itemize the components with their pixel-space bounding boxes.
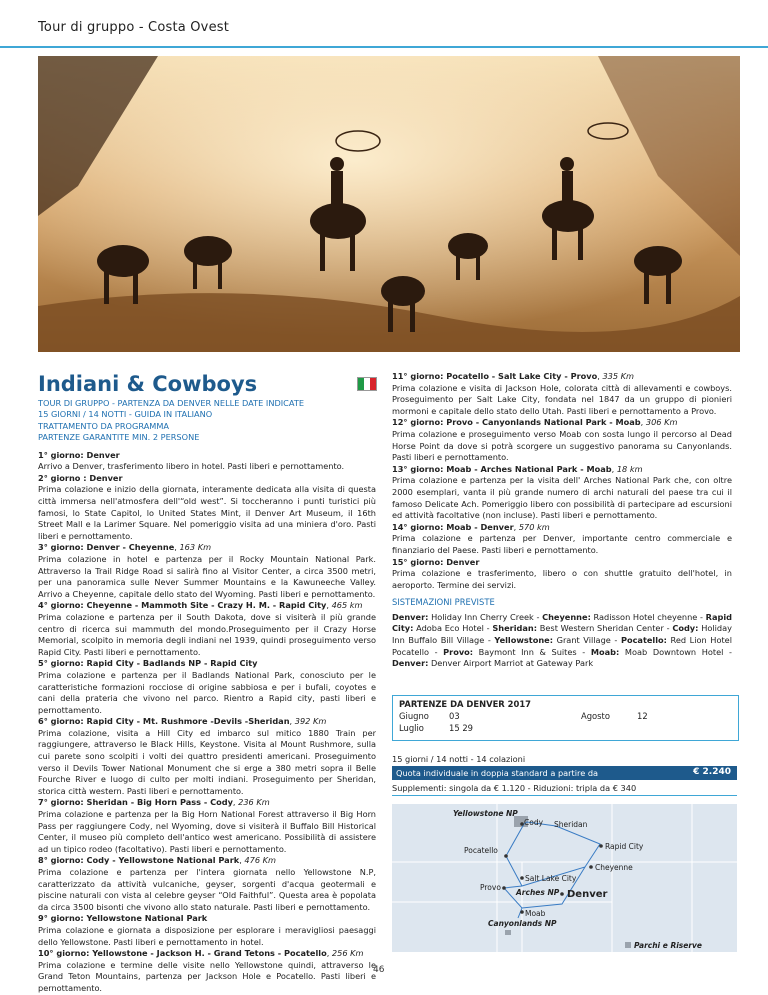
map-label-salt-lake: Salt Lake City: [525, 874, 577, 883]
tour-subtitle: [38, 398, 376, 444]
accommodation-city: Denver:: [392, 658, 429, 669]
legend-swatch: [625, 942, 631, 948]
day-description: Prima colazione e partenza per Denver, importante centro commerciale e finanziario del Paese. Pasti liberi e pernottamento.: [392, 533, 732, 555]
day-description: Arrivo a Denver, trasferimento libero in hotel. Pasti liberi e pernottamento.: [38, 461, 345, 472]
itinerary-day: [392, 557, 732, 592]
departure-days: 03: [449, 711, 460, 721]
subtitle-line: TRATTAMENTO DA PROGRAMMA: [38, 420, 170, 431]
accommodation-hotel: Moab Downtown Hotel: [624, 646, 724, 657]
accommodation-city: Moab:: [590, 646, 620, 657]
map-label-pocatello: Pocatello: [464, 846, 498, 855]
accommodation-hotel: Radisson Hotel cheyenne: [593, 611, 698, 622]
day-distance: 163 Km: [179, 542, 212, 553]
city-dot-salt-lake: [520, 876, 524, 880]
departure-month: Luglio: [399, 723, 424, 733]
map-label-cheyenne: Cheyenne: [595, 863, 633, 872]
accommodation-city: Yellowstone:: [494, 635, 553, 646]
header-divider: [0, 46, 768, 48]
page-number: 46: [373, 965, 385, 975]
day-heading: 9° giorno: Yellowstone National Park: [38, 913, 208, 924]
departure-days: 12: [637, 711, 648, 721]
supplements-text: Supplementi: singola da € 1.120 - Riduzioni: tripla da € 340: [392, 783, 737, 796]
day-distance: 256 Km: [331, 948, 364, 959]
accommodation-city: Sheridan:: [492, 623, 538, 634]
day-heading: 3° giorno: Denver - Cheyenne: [38, 542, 175, 553]
subtitle-line: PARTENZE GARANTITE MIN. 2 PERSONE: [38, 432, 200, 443]
itinerary-day: 8° giorno: Cody - Yellowstone National Park, 476 Km Prima colazione e partenza per l'intera giornata nello Yellowstone N.P, caratterizzato da attività vulcaniche, geyser, sorgenti d'acqua geotermali e piscine naturali con vista al celebre geyser “Old Faithful”. Questa area è popolata da circa 3500 bisonti che vivono allo stato naturale. Pasti liberi e pernottamento.: [38, 855, 376, 912]
departure-month: Agosto: [581, 711, 610, 721]
itinerary-day: [38, 658, 376, 716]
itinerary-days-right: [392, 371, 732, 591]
city-dot-denver: [560, 892, 564, 896]
itinerary-right-column: [392, 371, 732, 670]
city-dot-provo: [502, 886, 506, 890]
accommodation-hotel: Baymont Inn & Suites: [478, 646, 577, 657]
day-heading: 10° giorno: Yellowstone - Jackson H. - Grand Tetons - Pocatello: [38, 948, 327, 959]
price-label: Quota individuale in doppia standard a partire da: [396, 768, 599, 778]
day-heading: 11° giorno: Pocatello - Salt Lake City - Provo: [392, 371, 598, 381]
itinerary-left-column: [38, 398, 376, 995]
departures-title: PARTENZE DA DENVER 2017: [399, 699, 531, 709]
map-label-canyonlands: Canyonlands NP: [488, 919, 557, 928]
day-heading: 8° giorno: Cody - Yellowstone National Park: [38, 855, 240, 866]
tour-title: Indiani & Cowboys: [38, 372, 258, 396]
itinerary-day: 4° giorno: Cheyenne - Mammoth Site - Crazy H. M. - Rapid City, 465 km Prima colazione e partenza per il South Dakota, dove si visiterà il più grande centro di ricerca sui mammuth del mondo.Proseguimento per il Crazy Horse Memorial, scolpito in memoria degli indiani nel 1939, quindi proseguimento verso Rapid City. Pasti liberi e pernottamento.: [38, 600, 376, 657]
day-heading: 1° giorno: Denver: [38, 449, 120, 460]
accommodation-city: Denver:: [392, 611, 429, 622]
day-heading: 2° giorno : Denver: [38, 472, 123, 483]
route-map: [392, 804, 737, 952]
day-heading: 14° giorno: Moab - Denver: [392, 521, 514, 532]
day-heading: 6° giorno: Rapid City - Mt. Rushmore -Devils -Sheridan: [38, 716, 290, 727]
day-heading: 4° giorno: Cheyenne - Mammoth Site - Crazy H. M. - Rapid City: [38, 600, 327, 611]
day-description: Prima colazione e trasferimento, libero o con shuttle gratuito dell'hotel, in aeroporto. Termine dei servizi.: [392, 568, 732, 590]
accommodation-hotel: Adoba Eco Hotel: [416, 623, 484, 634]
park-canyonlands: [505, 930, 511, 935]
map-label-provo: Provo: [480, 883, 501, 892]
day-description: Prima colazione, visita a Hill City ed imbarco sul mitico 1880 Train per raggiungere, attraverso le Black Hills, Keystone. Visita al Mount Rushmore, sulla cui parete sono scolpiti i volti dei quattro presidenti americani. Proseguimento verso il Devils Tower National Monument che si erge a 380 metri sopra il Belle Fourche River e luogo di culto per molti indiani. Proseguimento per Sheridan, storica città western. Pasti liberi e pernottamento.: [38, 727, 376, 796]
day-description: Prima colazione e partenza per la Big Horn National Forest attraverso il Big Horn Pass per raggiungere Cody, nel Wyoming, dove si visiterà il Buffalo Bill Historical Center, il museo più completo dell'antico west americano. Possibilità di assistere ad un tipico rodeo (facoltativo). Pasti liberi e pernottamento.: [38, 809, 376, 854]
subtitle-line: TOUR DI GRUPPO - PARTENZA DA DENVER NELLE DATE INDICATE: [38, 398, 305, 408]
accommodations-list: Denver: Holiday Inn Cherry Creek - Cheyenne: Radisson Hotel cheyenne - Rapid City: Adoba Eco Hotel - Sheridan: Best Western Sheridan Center - Cody: Holiday Inn Buffalo Bill Village - Yellowstone: Grant Village - Pocatello: Red Lion Hotel Pocatello - Provo: Baymont Inn & Suites - Moab: Moab Downtown Hotel - Denver: Denver Airport Marriot at Gateway Park: [392, 611, 732, 669]
day-description: Prima colazione e partenza per la visita dell' Arches National Park che, con oltre 2000 esemplari, vanta il più grande numero di archi naturali del paese tra cui il famoso Delicate Ach. Pomeriggio libero con possibilità di partecipare ad escursioni ed attività facoltative (non incluse). Pasti liberi e pernottamento.: [392, 475, 732, 521]
map-label-sheridan: Sheridan: [554, 820, 588, 829]
day-distance: 570 km: [518, 521, 550, 532]
day-heading: 13° giorno: Moab - Arches National Park - Moab: [392, 463, 612, 474]
day-distance: 306 Km: [645, 417, 678, 428]
itinerary-day: 12° giorno: Provo - Canyonlands National Park - Moab, 306 Km Prima colazione e proseguimento verso Moab con sosta lungo il percorso al Dead Horse Point da dove si potrà scorgere un suggestivo panorama su Canyonlands. Pasti liberi e pernottamento.: [392, 417, 732, 463]
italian-flag-icon: [357, 377, 377, 391]
accommodations-title: SISTEMAZIONI PREVISTE: [392, 597, 495, 608]
day-distance: 392 Km: [294, 716, 327, 727]
map-label-rapid-city: Rapid City: [605, 842, 644, 851]
day-description: Prima colazione e inizio della giornata, interamente dedicata alla visita di questa città immersa nell'atmosfera dell'“old west”. Si toccheranno i punti turistici più famosi, lo State Capitol, lo United States Mint, il Denver Art Museum, il 16th Street Mall e la Larimer Square. Nel pomeriggio visita ad una miniera d'oro. Pasti liberi e pernottamento.: [38, 484, 376, 541]
accommodation-city: Cody:: [672, 623, 699, 634]
departure-month: Giugno: [399, 711, 429, 721]
tour-duration: 15 giorni / 14 notti - 14 colazioni: [392, 754, 526, 764]
accommodation-hotel: Denver Airport Marriot at Gateway Park: [431, 658, 594, 669]
price-value: € 2.240: [693, 767, 731, 777]
day-distance: 465 km: [331, 600, 363, 611]
itinerary-day: 13° giorno: Moab - Arches National Park - Moab, 18 km Prima colazione e partenza per la visita dell' Arches National Park che, con oltre 2000 esemplari, vanta il più grande numero di archi naturali del paese tra cui il famoso Delicate Ach. Pomeriggio libero con possibilità di partecipare ad escursioni ed attività facoltative (non incluse). Pasti liberi e pernottamento.: [392, 463, 732, 521]
city-dot-pocatello: [504, 854, 508, 858]
day-description: Prima colazione e partenza per l'intera giornata nello Yellowstone N.P, caratterizzato da attività vulcaniche, geyser, sorgenti d'acqua geotermali e piscine naturali con vista al celebre geyser “Old Faithful”. Questa area è popolata da circa 3500 bisonti che vivono allo stato naturale. Pasti liberi e pernottamento.: [38, 867, 376, 912]
city-dot-cheyenne: [589, 865, 593, 869]
itinerary-days-left: [38, 450, 376, 995]
price-bar: [392, 766, 737, 780]
departure-days: 15 29: [449, 723, 473, 733]
day-heading: 5° giorno: Rapid City - Badlands NP - Rapid City: [38, 658, 258, 669]
day-description: Prima colazione e partenza per il South Dakota, dove si visiterà il più grande centro di ricerca sui mammuth del mondo.Proseguimento per il Crazy Horse Memorial, scolpito in memoria degli indiani nel 1939, quindi proseguimento verso Rapid City. Pasti liberi e pernottamento.: [38, 611, 376, 657]
accommodation-city: Cheyenne:: [542, 611, 591, 622]
day-description: Prima colazione e termine delle visite nello Yellowstone quindi, attraverso le Grand Teton Mountains, partenza per Jackson Hole e Pocatello. Pasti liberi e pernottamento.: [38, 959, 376, 993]
map-legend-label: Parchi e Riserve: [634, 941, 703, 950]
day-heading: 15° giorno: Denver: [392, 556, 480, 567]
day-description: Prima colazione e proseguimento verso Moab con sosta lungo il percorso al Dead Horse Point da dove si potrà scorgere un suggestivo panorama su Canyonlands. Pasti liberi e pernottamento.: [392, 428, 732, 463]
day-distance: 18 km: [616, 463, 643, 474]
accommodation-hotel: Grant Village: [556, 635, 611, 646]
itinerary-day: [38, 450, 376, 473]
accommodation-hotel: Holiday Inn Buffalo Bill Village: [392, 623, 732, 646]
day-heading: 7° giorno: Sheridan - Big Horn Pass - Cody: [38, 797, 233, 808]
section-header: Tour di gruppo - Costa Ovest: [38, 20, 230, 35]
city-dot-moab: [520, 910, 524, 914]
city-dot-rapid-city: [599, 844, 603, 848]
cowboys-photo: [38, 56, 740, 352]
day-distance: 335 Km: [602, 371, 635, 381]
itinerary-day: 14° giorno: Moab - Denver, 570 km Prima colazione e partenza per Denver, importante centro commerciale e finanziario del Paese. Pasti liberi e pernottamento.: [392, 521, 732, 555]
accommodation-hotel: Best Western Sheridan Center: [539, 623, 664, 634]
day-distance: 236 Km: [238, 797, 270, 808]
flag-stripe-red: [370, 378, 376, 390]
accommodation-hotel: Red Lion Hotel Pocatello: [392, 635, 732, 657]
itinerary-day: 6° giorno: Rapid City - Mt. Rushmore -Devils -Sheridan, 392 Km Prima colazione, visita a Hill City ed imbarco sul mitico 1880 Train per raggiungere, attraverso le Black Hills, Keystone. Visita al Mount Rushmore, sulla cui parete sono scolpiti i volti dei quattro presidenti americani. Proseguimento verso il Devils Tower National Monument che si erge a 380 metri sopra il Belle Fourche River e luogo di culto per molti indiani. Proseguimento per Sheridan, storica città western. Pasti liberi e pernottamento.: [38, 716, 376, 796]
day-description: Prima colazione e visita di Jackson Hole, colorata città di allevamenti e cowboys. Proseguimento per Salt Lake City, fondata nel 1847 da un gruppo di pionieri mormoni e capitale dello stato dello Utah. Pasti liberi e pernottamento a Provo.: [392, 382, 732, 416]
itinerary-day: [38, 913, 376, 948]
map-label-denver: Denver: [567, 889, 608, 900]
day-description: Prima colazione e giornata a disposizione per esplorare i meravigliosi paesaggi dello Yellowstone. Pasti liberi e pernottamento in hotel.: [38, 924, 376, 947]
map-label-cody: Cody: [524, 818, 544, 827]
itinerary-day: 10° giorno: Yellowstone - Jackson H. - Grand Tetons - Pocatello, 256 Km Prima colazione e termine delle visite nello Yellowstone quindi, attraverso le Grand Teton Mountains, partenza per Jackson Hole e Pocatello. Pasti liberi e pernottamento.: [38, 948, 376, 993]
map-label-arches: Arches NP: [516, 888, 560, 897]
accommodation-city: Provo:: [443, 646, 474, 657]
accommodation-hotel: Holiday Inn Cherry Creek: [431, 611, 534, 622]
day-description: Prima colazione in hotel e partenza per il Rocky Mountain National Park. Attraverso la Trail Ridge Road si salirà fino al Visitor Center, a circa 3500 metri, per una panoramica sulle Never Summer Mountains e la Kawuneeche Valley. Arrivo a Cheyenne, capitale dello stato del Wyoming. Pasti liberi e pernottamento.: [38, 553, 376, 599]
day-heading: 12° giorno: Provo - Canyonlands National Park - Moab: [392, 417, 641, 428]
departures-box: [392, 695, 739, 741]
map-label-yellowstone: Yellowstone NP: [453, 809, 518, 818]
subtitle-line: 15 GIORNI / 14 NOTTI - GUIDA IN ITALIANO: [38, 409, 213, 420]
itinerary-day: 3° giorno: Denver - Cheyenne, 163 Km Prima colazione in hotel e partenza per il Rocky Mountain National Park. Attraverso la Trail Ridge Road si salirà fino al Visitor Center, a circa 3500 metri, per una panoramica sulle Never Summer Mountains e la Kawuneeche Valley. Arrivo a Cheyenne, capitale dello stato del Wyoming. Pasti liberi e pernottamento.: [38, 542, 376, 599]
itinerary-day: 11° giorno: Pocatello - Salt Lake City - Provo, 335 Km Prima colazione e visita di Jackson Hole, colorata città di allevamenti e cowboys. Proseguimento per Salt Lake City, fondata nel 1847 da un gruppo di pionieri mormoni e capitale dello stato dello Utah. Pasti liberi e pernottamento a Provo.: [392, 371, 732, 416]
map-label-moab: Moab: [525, 909, 546, 918]
itinerary-day: [38, 473, 376, 543]
day-description: Prima colazione e partenza per il Badlands National Park, conosciuto per le caratteristiche formazioni rocciose di origine sabbiosa e per i bufali, coyotes e cani della prateria che vivono nel parco. Rientro a Rapid city, pasti liberi e pernottamento.: [38, 669, 376, 715]
accommodation-city: Rapid City:: [392, 611, 732, 634]
itinerary-day: 7° giorno: Sheridan - Big Horn Pass - Cody, 236 Km Prima colazione e partenza per la Big Horn National Forest attraverso il Big Horn Pass per raggiungere Cody, nel Wyoming, dove si visiterà il Buffalo Bill Historical Center, il museo più completo dell'antico west americano. Possibilità di assistere ad un tipico rodeo (facoltativo). Pasti liberi e pernottamento.: [38, 797, 376, 854]
accommodation-city: Pocatello:: [620, 635, 667, 646]
day-distance: 476 Km: [244, 855, 276, 866]
